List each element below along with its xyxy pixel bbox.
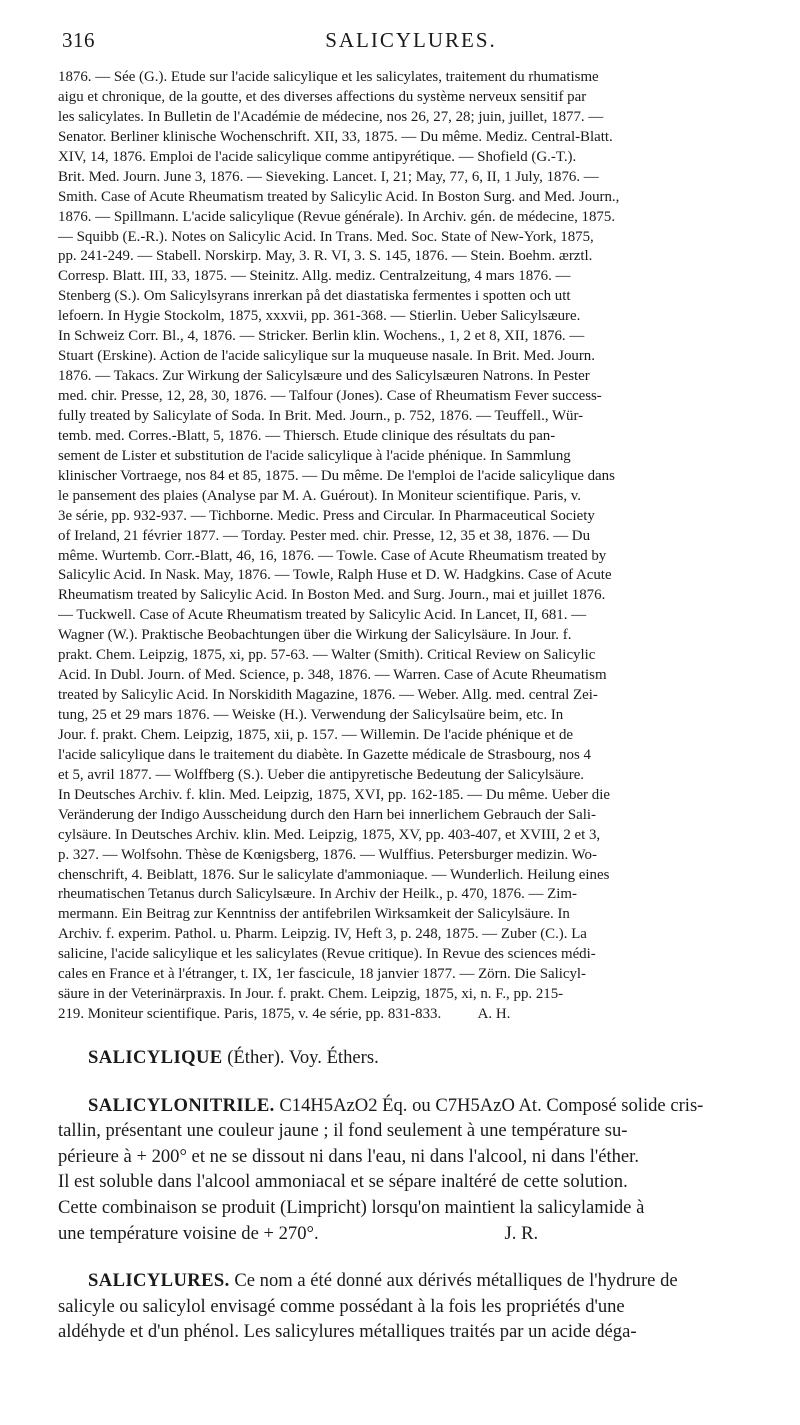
bibliography-line: säure in der Veterinärpraxis. In Jour. f. prakt. Chem. Leipzig, 1875, xi, n. F., pp. 215-: [58, 986, 564, 1003]
bibliography-line: prakt. Chem. Leipzig, 1875, xi, pp. 57-63. — Walter (Smith). Critical Review on Salicylic: [58, 647, 596, 664]
bibliography-line: lefoern. In Hygie Stockolm, 1875, xxxvii, pp. 361-368. — Stierlin. Ueber Salicylsæure.: [58, 308, 581, 325]
bibliography-line: même. Wurtemb. Corr.-Blatt, 46, 16, 1876. — Towle. Case of Acute Rheumatism treated by: [58, 547, 607, 564]
bibliography-line: Corresp. Blatt. III, 33, 1875. — Steinitz. Allg. mediz. Centralzeitung, 4 mars 1876. —: [58, 268, 571, 285]
entry-salicylonitrile: [58, 1093, 764, 1247]
bibliography-line: Archiv. f. experim. Pathol. u. Pharm. Leipzig. IV, Heft 3, p. 248, 1875. — Zuber (C.). La: [58, 926, 587, 943]
bibliography-line: 3e série, pp. 932-937. — Tichborne. Medic. Press and Circular. In Pharmaceutical Society: [58, 507, 595, 524]
bibliography-line: pp. 241-249. — Stabell. Norskirp. May, 3. R. VI, 3. S. 145, 1876. — Stein. Boehm. ærztl.: [58, 248, 593, 265]
page-header: [58, 18, 764, 58]
bibliography-line: rheumatischen Tetanus durch Salicylsæure. In Archiv der Heilk., p. 470, 1876. — Zim-: [58, 886, 577, 903]
bibliography-line: In Schweiz Corr. Bl., 4, 1876. — Stricker. Berlin klin. Wochens., 1, 2 et 8, XII, 1876. —: [58, 328, 585, 345]
bibliography-line: 219. Moniteur scientifique. Paris, 1875, v. 4e série, pp. 831-833. A. H.: [58, 1006, 511, 1023]
entry-line: tallin, présentant une couleur jaune ; il fond seulement à une température su-: [58, 1120, 628, 1142]
bibliography-line: In Deutsches Archiv. f. klin. Med. Leipzig, 1875, XVI, pp. 162-185. — Du même. Ueber die: [58, 786, 610, 803]
bibliography-line: cylsäure. In Deutsches Archiv. klin. Med. Leipzig, 1875, XV, pp. 403-407, et XVIII, 2 et 3,: [58, 826, 601, 843]
bibliography-line: klinischer Vortraege, nos 84 et 85, 1875. — Du même. De l'emploi de l'acide salicylique dans: [58, 467, 615, 484]
headword-salicylique: SALICYLIQUE: [88, 1047, 223, 1068]
bibliography-line: Stuart (Erskine). Action de l'acide salicylique sur la muqueuse nasale. In Brit. Med. Journ.: [58, 348, 595, 365]
bibliography-line: med. chir. Presse, 12, 28, 30, 1876. — Talfour (Jones). Case of Rheumatism Fever success-: [58, 388, 602, 404]
bibliography-line: Stenberg (S.). Om Salicylsyrans inrerkan på det diastatiska fermentes i spotten och utt: [58, 288, 571, 305]
entry-text: (Éther). Voy. Éthers.: [222, 1047, 379, 1068]
bibliography-line: 1876. — Takacs. Zur Wirkung der Salicylsæure und des Salicylsæuren Natrons. In Pester: [58, 368, 590, 385]
bibliography-line: sement de Lister et substitution de l'acide salicylique à l'acide phénique. In Sammlung: [58, 447, 571, 464]
running-title: SALICYLURES.: [325, 28, 497, 52]
bibliography-line: p. 327. — Wolfsohn. Thèse de Kœnigsberg, 1876. — Wulffius. Petersburger medizin. Wo-: [58, 846, 597, 863]
bibliography-line: Senator. Berliner klinische Wochenschrift. XII, 33, 1875. — Du même. Mediz. Central-Blatt.: [58, 128, 613, 145]
headword-salicylures: SALICYLURES.: [88, 1270, 230, 1292]
page-number: 316: [62, 28, 95, 52]
bibliography-line: mermann. Ein Beitrag zur Kenntniss der antifebrilen Wirksamkeit der Salicylsäure. In: [58, 906, 570, 923]
bibliography-line: fully treated by Salicylate of Soda. In Brit. Med. Journ., p. 752, 1876. — Teuffell., Wür-: [58, 407, 584, 424]
bibliography-line: l'acide salicylique dans le traitement du diabète. In Gazette médicale de Strasbourg, nos 4: [58, 746, 591, 763]
bibliography-line: Acid. In Dubl. Journ. of Med. Science, p. 348, 1876. — Warren. Case of Acute Rheumatism: [58, 667, 607, 684]
bibliography-line: 1876. — Sée (G.). Etude sur l'acide salicylique et les salicylates, traitement du rhumatisme: [58, 69, 599, 85]
bibliography-line: Salicylic Acid. In Nask. May, 1876. — Towle, Ralph Huse et D. W. Hadgkins. Case of Acute: [58, 567, 612, 584]
bibliography-line: aigu et chronique, de la goutte, et des diverses affections du système nerveux sensitif par: [58, 88, 587, 105]
headword-salicylonitrile: SALICYLONITRILE.: [88, 1094, 275, 1116]
bibliography-line: of Ireland, 21 février 1877. — Torday. Pester med. chir. Presse, 12, 35 et 38, 1876. — Du: [58, 527, 591, 544]
entry-text: Ce nom a été donné aux dérivés métalliques de l'hydrure de: [229, 1270, 678, 1292]
bibliography-line: chenschrift, 4. Beiblatt, 1876. Sur le salicylate d'ammoniaque. — Wunderlich. Heilung eines: [58, 866, 610, 883]
entry-line: Il est soluble dans l'alcool ammoniacal et se sépare inaltéré de cette solution.: [58, 1171, 628, 1193]
entry-text: C14H5AzO2 Éq. ou C7H5AzO At. Composé solide cris-: [274, 1094, 704, 1116]
bibliography-line: les salicylates. In Bulletin de l'Académie de médecine, nos 26, 27, 28; juin, juillet, 1877. —: [58, 108, 604, 125]
bibliography-line: Brit. Med. Journ. June 3, 1876. — Sieveking. Lancet. I, 21; May, 77, 6, II, 1 July, 1876. —: [58, 168, 599, 185]
page: [58, 0, 764, 1345]
entry-line: Cette combinaison se produit (Limpricht) lorsqu'on maintient la salicylamide à: [58, 1196, 645, 1218]
entry-line: aldéhyde et d'un phénol. Les salicylures métalliques traités par un acide déga-: [58, 1321, 637, 1343]
bibliography-line: salicine, l'acide salicylique et les salicylates (Revue critique). In Revue des sciences médi-: [58, 946, 596, 963]
entry-line: salicyle ou salicylol envisagé comme possédant à la fois les propriétés d'une: [58, 1295, 625, 1317]
entry-salicylique: [58, 1045, 764, 1071]
entry-salicylures: [58, 1268, 764, 1345]
entry-line: périeure à + 200° et ne se dissout ni dans l'eau, ni dans l'alcool, ni dans l'éther.: [58, 1145, 639, 1167]
bibliography-line: Veränderung der Indigo Ausscheidung durch den Harn bei innerlichem Gebrauch der Sali-: [58, 806, 596, 823]
entry-line: [58, 1268, 764, 1294]
bibliography-line: et 5, avril 1877. — Wolffberg (S.). Ueber die antipyretische Bedeutung der Salicylsäure.: [58, 766, 585, 783]
bibliography-line: tung, 25 et 29 mars 1876. — Weiske (H.). Verwendung der Salicylsaüre beim, etc. In: [58, 707, 564, 723]
bibliography-line: Rheumatism treated by Salicylic Acid. In Boston Med. and Surg. Journ., mai et juillet 1876.: [58, 587, 606, 604]
bibliography-line: treated by Salicylic Acid. In Norskidith Magazine, 1876. — Weber. Allg. med. central Zei-: [58, 687, 598, 704]
bibliography-line: le pansement des plaies (Analyse par M. A. Guérout). In Moniteur scientifique. Paris, v.: [58, 487, 581, 504]
bibliography-line: — Tuckwell. Case of Acute Rheumatism treated by Salicylic Acid. In Lancet, II, 681. —: [58, 607, 587, 624]
entry-line: une température voisine de + 270°. J. R.: [58, 1222, 539, 1244]
bibliography-line: temb. med. Corres.-Blatt, 5, 1876. — Thiersch. Etude clinique des résultats du pan-: [58, 427, 556, 444]
bibliography-line: Jour. f. prakt. Chem. Leipzig, 1875, xii, p. 157. — Willemin. De l'acide phénique et de: [58, 726, 574, 743]
bibliography-line: XIV, 14, 1876. Emploi de l'acide salicylique comme antipyrétique. — Shofield (G.-T.).: [58, 148, 577, 165]
bibliography-line: Wagner (W.). Praktische Beobachtungen über die Wirkung der Salicylsäure. In Jour. f.: [58, 627, 572, 644]
bibliography-line: 1876. — Spillmann. L'acide salicylique (Revue générale). In Archiv. gén. de médecine, 1875.: [58, 208, 616, 225]
entry-line: [58, 1093, 764, 1119]
bibliography-line: — Squibb (E.-R.). Notes on Salicylic Acid. In Trans. Med. Soc. State of New-York, 1875,: [58, 228, 594, 245]
entry-line: [58, 1045, 764, 1071]
bibliography-line: Smith. Case of Acute Rheumatism treated by Salicylic Acid. In Boston Surg. and Med. Journ.,: [58, 188, 620, 205]
bibliography-line: cales en France et à l'étranger, t. IX, 1er fascicule, 18 janvier 1877. — Zörn. Die Salicyl-: [58, 966, 587, 983]
bibliography-block: [58, 68, 764, 1025]
